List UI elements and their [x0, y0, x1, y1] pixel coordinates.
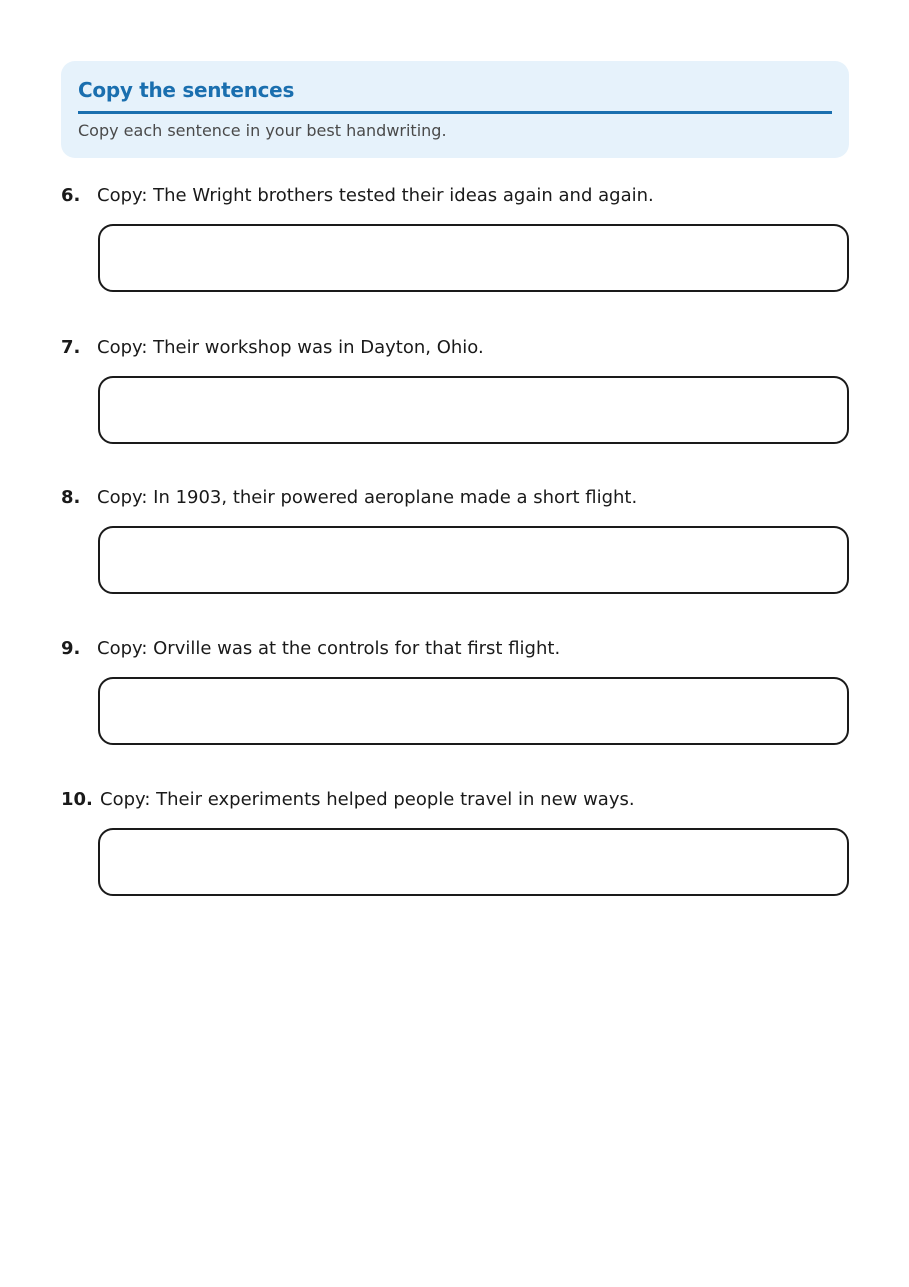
question-number: 6.	[61, 185, 81, 206]
question-number: 8.	[61, 487, 81, 508]
question-number: 7.	[61, 337, 81, 358]
question-number: 10.	[61, 789, 93, 810]
section-title: Copy the sentences	[78, 78, 295, 102]
question-prompt: Copy: Their experiments helped people travel in new ways.	[100, 789, 635, 810]
answer-box[interactable]	[98, 828, 849, 896]
title-divider	[78, 111, 832, 114]
answer-box[interactable]	[98, 526, 849, 594]
answer-box[interactable]	[98, 376, 849, 444]
instruction-text: Copy each sentence in your best handwriting.	[78, 121, 447, 140]
question-prompt: Copy: Their workshop was in Dayton, Ohio.	[97, 337, 484, 358]
instructions-panel	[61, 61, 849, 158]
answer-box[interactable]	[98, 677, 849, 745]
question-number: 9.	[61, 638, 81, 659]
question-prompt: Copy: The Wright brothers tested their ideas again and again.	[97, 185, 654, 206]
answer-box[interactable]	[98, 224, 849, 292]
question-prompt: Copy: In 1903, their powered aeroplane made a short flight.	[97, 487, 638, 508]
question-prompt: Copy: Orville was at the controls for that first flight.	[97, 638, 561, 659]
